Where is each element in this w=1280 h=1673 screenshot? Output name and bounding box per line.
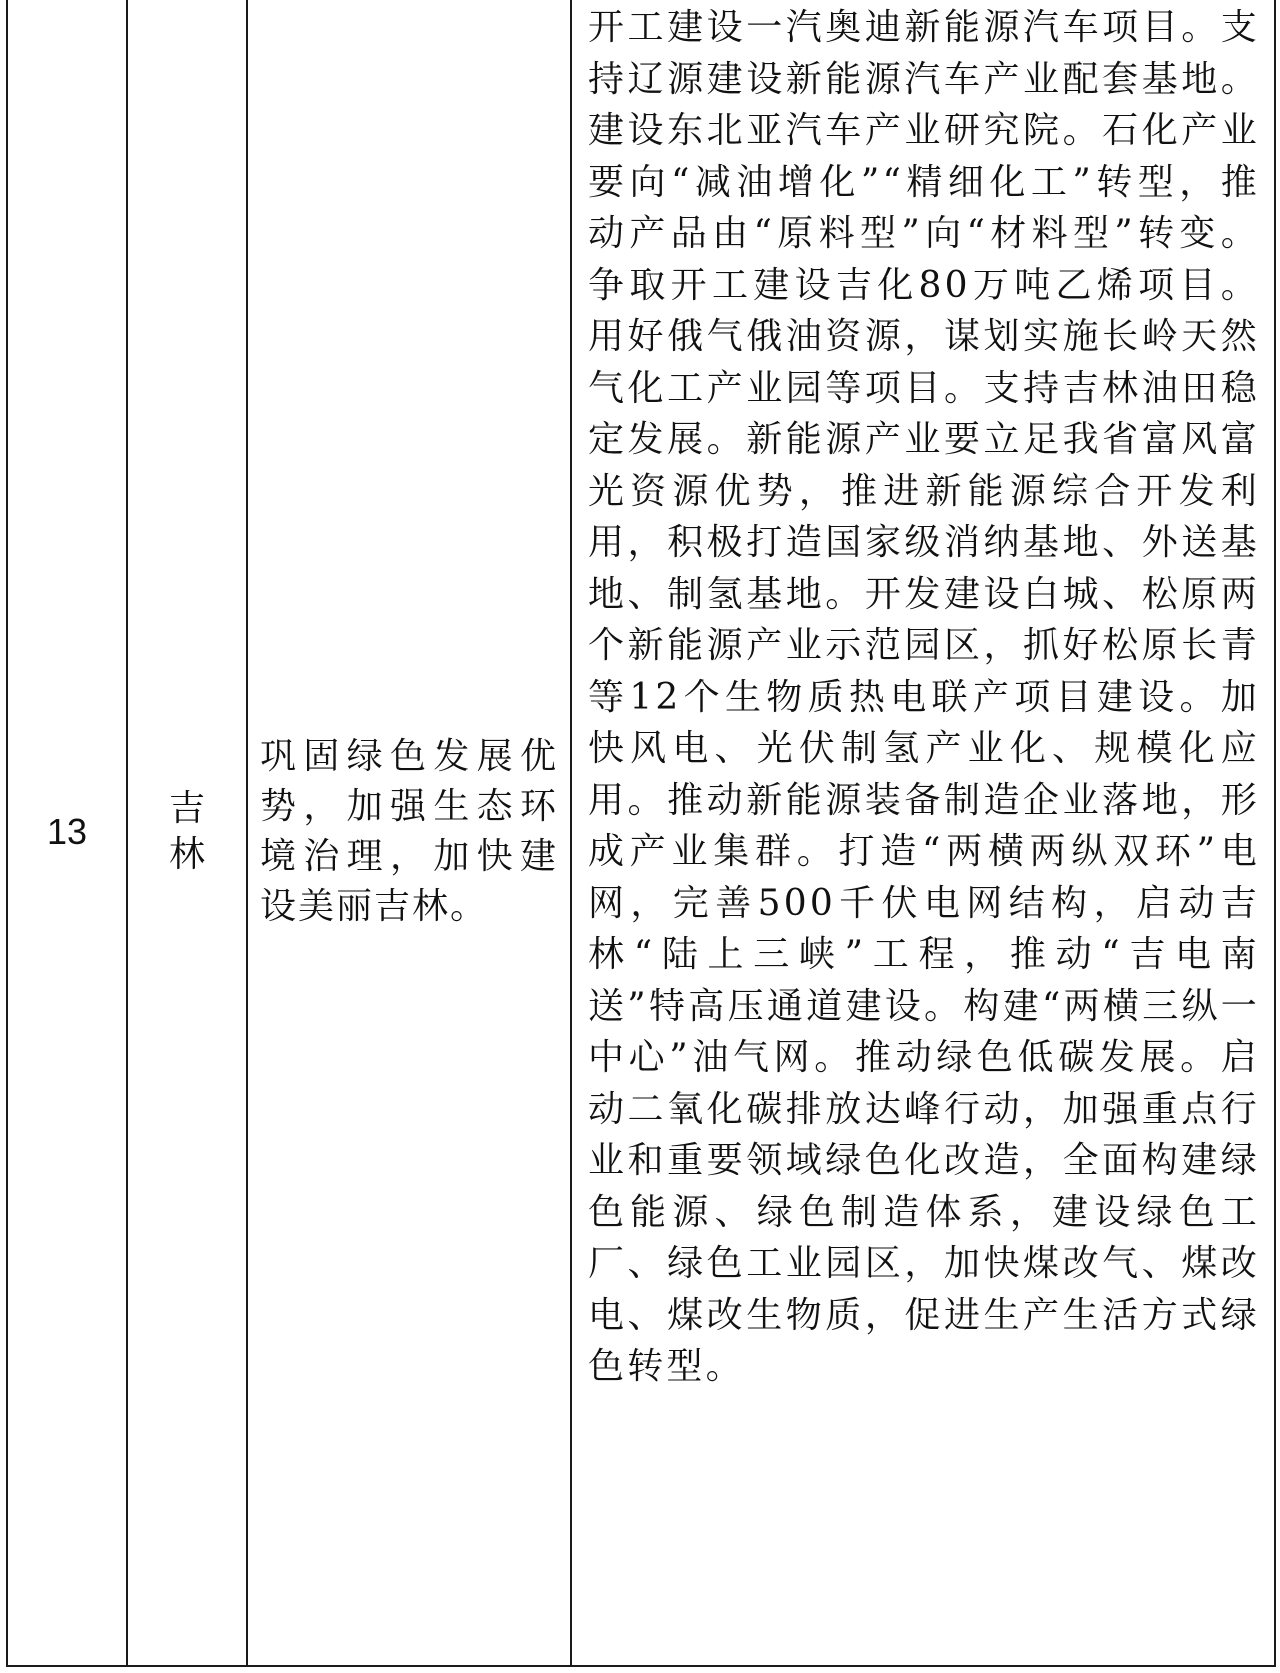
goal-cell [247, 0, 571, 1666]
goal-text: 巩固绿色发展优势，加强生态环境治理，加快建设美丽吉林。 [260, 735, 558, 927]
row-index: 13 [46, 810, 88, 852]
policy-table [6, 0, 1276, 1667]
table-row [7, 0, 1275, 1666]
region-name: 吉林 [168, 787, 205, 875]
measures-text: 开工建设一汽奥迪新能源汽车项目。支持辽源建设新能源汽车产业配套基地。建设东北亚汽车产业研究院。石化产业要向“减油增化”“精细化工”转型，推动产品由“原料型”向“材料型”转变。争取开工建设吉化80万吨乙烯项目。用好俄气俄油资源，谋划实施长岭天然气化工产业园等项目。支持吉林油田稳定发展。新能源产业要立足我省富风富光资源优势，推进新能源综合开发利用，积极打造国家级消纳基地、外送基地、制氢基地。开发建设白城、松原两个新能源产业示范园区，抓好松原长青等12个生物质热电联产项目建设。加快风电、光伏制氢产业化、规模化应用。推动新能源装备制造企业落地，形成产业集群。打造“两横两纵双环”电网，完善500千伏电网结构，启动吉林“陆上三峡”工程，推动“吉电南送”特高压通道建设。构建“两横三纵一中心”油气网。推动绿色低碳发展。启动二氧化碳排放达峰行动，加强重点行业和重要领域绿色化改造，全面构建绿色能源、绿色制造体系，建设绿色工厂、绿色工业园区，加快煤改气、煤改电、煤改生物质，促进生产生活方式绿色转型。 [588, 7, 1260, 1387]
region-cell [127, 0, 247, 1666]
row-index-cell [7, 0, 127, 1666]
measures-cell [571, 0, 1275, 1666]
